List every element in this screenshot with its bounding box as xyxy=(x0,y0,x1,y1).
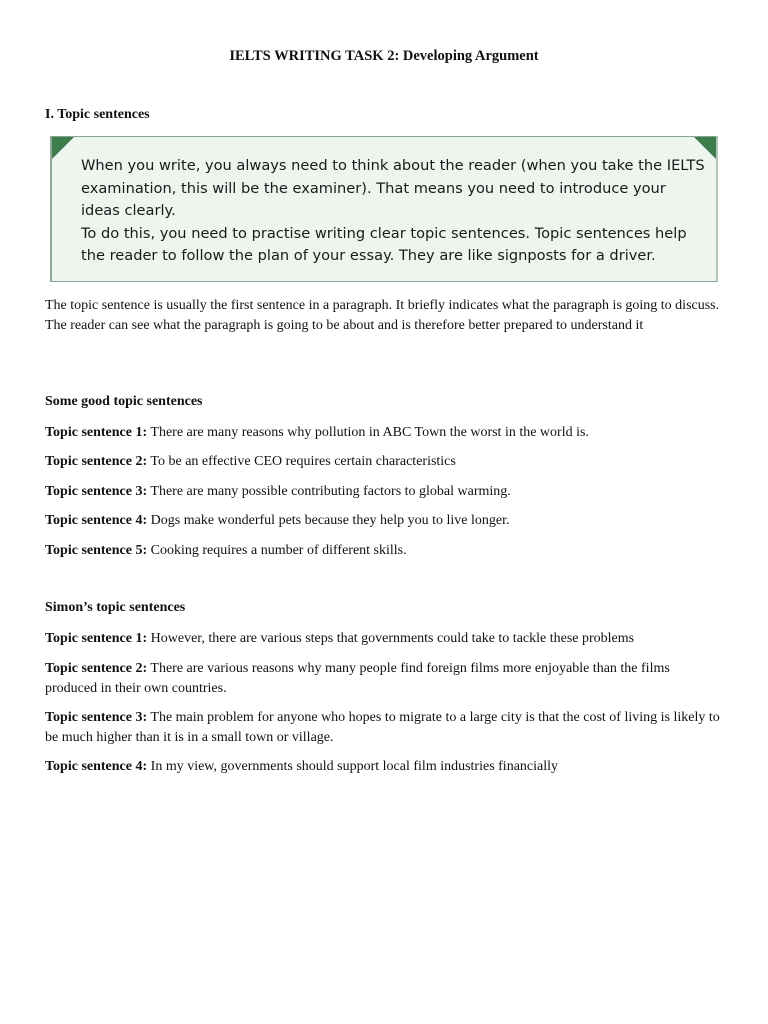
good-topic-sentence-4 xyxy=(45,511,725,531)
quote-line-1: When you write, you always need to think about the reader (when you take the IELTS examination, this will be the examiner). That means you need to introduce your ideas clearly. xyxy=(81,157,705,219)
item-label: Topic sentence 3: xyxy=(45,710,148,725)
item-text: There are various reasons why many people find foreign films more enjoyable than the films produced in their own countries. xyxy=(45,661,670,696)
corner-triangle-left xyxy=(52,137,74,159)
item-label: Topic sentence 1: xyxy=(45,631,148,646)
good-topic-sentence-3 xyxy=(45,482,725,502)
quote-box xyxy=(50,136,718,282)
item-text: Cooking requires a number of different skills. xyxy=(147,543,407,558)
good-topic-sentence-5 xyxy=(45,541,725,561)
item-text: There are many possible contributing factors to global warming. xyxy=(147,484,511,499)
item-label: Topic sentence 4: xyxy=(45,513,148,528)
item-label: Topic sentence 4: xyxy=(45,759,148,774)
item-label: Topic sentence 3: xyxy=(45,484,148,499)
simon-topic-sentence-3 xyxy=(45,708,725,747)
section-heading-good-topic-sentences: Some good topic sentences xyxy=(45,394,203,409)
simon-topic-sentence-4 xyxy=(45,757,725,777)
section-heading-simons-topic-sentences: Simon’s topic sentences xyxy=(45,600,186,615)
page-title: IELTS WRITING TASK 2: Developing Argument xyxy=(229,48,539,64)
simon-topic-sentence-1 xyxy=(45,629,725,649)
simon-topic-sentence-2 xyxy=(45,659,725,698)
good-topic-sentence-2 xyxy=(45,452,725,472)
item-text: The main problem for anyone who hopes to migrate to a large city is that the cost of living is likely to be much higher than it is in a small town or village. xyxy=(45,710,720,745)
section-heading-topic-sentences: I. Topic sentences xyxy=(45,107,150,122)
intro-paragraph: The topic sentence is usually the first sentence in a paragraph. It briefly indicates what the paragraph is going to discuss. The reader can see what the paragraph is going to be about and is therefore better prepared to understand it xyxy=(45,298,720,333)
item-label: Topic sentence 2: xyxy=(45,454,148,469)
item-text: To be an effective CEO requires certain characteristics xyxy=(147,454,456,469)
quote-box-text xyxy=(81,155,706,268)
item-label: Topic sentence 2: xyxy=(45,661,148,676)
item-text: However, there are various steps that governments could take to tackle these problems xyxy=(147,631,635,646)
quote-line-2: To do this, you need to practise writing clear topic sentences. Topic sentences help the reader to follow the plan of your essay. They are like signposts for a driver. xyxy=(81,224,687,264)
item-label: Topic sentence 5: xyxy=(45,543,148,558)
item-text: In my view, governments should support local film industries financially xyxy=(147,759,559,774)
good-topic-sentence-1 xyxy=(45,423,725,443)
item-text: Dogs make wonderful pets because they help you to live longer. xyxy=(147,513,510,528)
item-text: There are many reasons why pollution in ABC Town the worst in the world is. xyxy=(147,425,589,440)
item-label: Topic sentence 1: xyxy=(45,425,148,440)
